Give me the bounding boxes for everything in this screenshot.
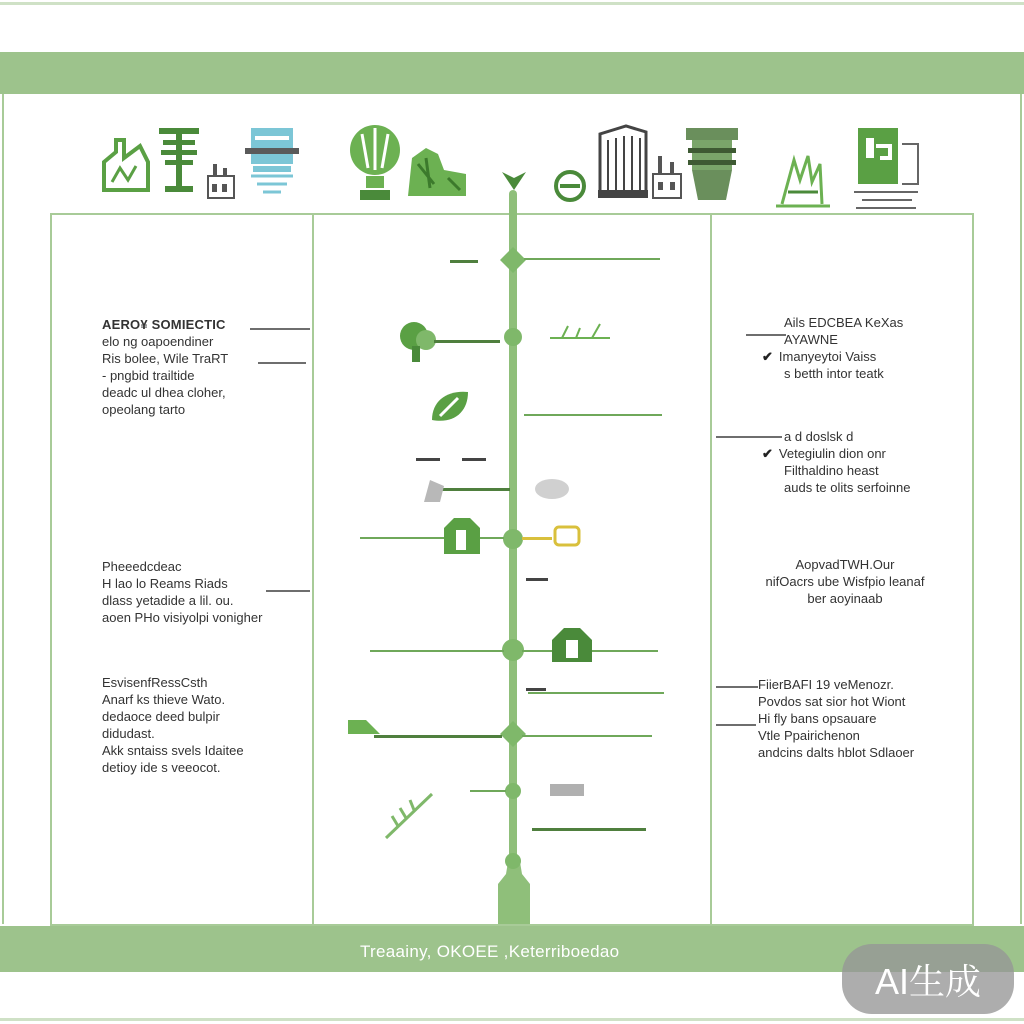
tree-icon xyxy=(346,122,404,204)
branch-line xyxy=(528,692,664,694)
broccoli-icon xyxy=(394,318,444,368)
timeline-node xyxy=(499,720,527,748)
branch-line xyxy=(532,828,646,831)
branch-line xyxy=(522,537,552,540)
right-block-4-line: andcins dalts hblot Sdlaoer xyxy=(758,745,915,760)
timeline-node xyxy=(504,782,522,800)
left-block-1-line: elo ng oapoendiner xyxy=(102,334,214,349)
right-block-1 xyxy=(762,314,904,382)
leaf-icon xyxy=(428,386,472,426)
timeline-node xyxy=(502,326,524,348)
left-block-2-title: Pheeedcdeac xyxy=(102,559,182,574)
top-thin-line xyxy=(0,2,1024,5)
stone-icon xyxy=(420,476,448,506)
left-block-1-line: - pngbid trailtide xyxy=(102,368,195,383)
right-block-2-line: Filthaldino heast xyxy=(784,463,879,478)
right-block-1-line: AYAWNE xyxy=(784,332,838,347)
left-block-3-line: dedaoce deed bulpir xyxy=(102,709,220,724)
right-block-4 xyxy=(758,676,914,761)
timeline-node xyxy=(502,528,524,550)
sewing-machine-icon xyxy=(243,126,301,196)
pine-tree-icon xyxy=(155,122,203,196)
right-block-4-line: Vtle Ppairichenon xyxy=(758,728,860,743)
plant-pot-icon xyxy=(440,514,486,556)
small-factory-icon xyxy=(650,152,684,200)
left-block-3-line: Akk sntaiss svels Idaitee xyxy=(102,743,244,758)
branch-line xyxy=(524,258,660,260)
right-block-2 xyxy=(762,428,911,496)
branch-line xyxy=(522,735,652,737)
branch-dash xyxy=(450,260,478,263)
tool-icon xyxy=(346,716,386,744)
left-block-3-title: EsvisenfRessCsth xyxy=(102,675,208,690)
branch-line xyxy=(370,650,504,652)
branch-dash xyxy=(462,458,486,461)
right-block-2-text: Vetegiulin dion onr xyxy=(778,446,886,461)
top-banner xyxy=(0,52,1024,94)
left-block-2-line: dlass yetadide a lil. ou. xyxy=(102,593,234,608)
grain-icon xyxy=(548,780,586,800)
column-divider-right xyxy=(710,213,712,926)
arrow-down-icon xyxy=(500,170,528,192)
timeline-node xyxy=(499,246,527,274)
small-factory-icon xyxy=(205,160,237,200)
branch-line xyxy=(374,735,502,738)
bottom-thin-line xyxy=(0,1018,1024,1021)
right-block-1-leader xyxy=(746,334,786,336)
left-block-1-line: Ris bolee, Wile TraRT xyxy=(102,351,229,366)
left-block-1-leader xyxy=(250,328,310,330)
right-block-3-title: AopvadTWH.Our xyxy=(795,557,895,572)
timeline-spine xyxy=(509,190,517,910)
left-block-3-line: didudast. xyxy=(102,726,155,741)
branch-line xyxy=(470,790,506,792)
branch-dash xyxy=(526,578,548,581)
left-block-1-leader xyxy=(258,362,306,364)
branch-line xyxy=(434,340,500,343)
footer-caption: Treaainy, OKOEE ,Keterriboedao xyxy=(360,942,620,961)
right-block-4-title: FiierBAFI 19 veMenozr. xyxy=(758,677,894,692)
left-block-3-line: Anarf ks thieve Wato. xyxy=(102,692,226,707)
wheat-icon xyxy=(382,786,438,842)
press-machine-icon xyxy=(684,126,740,204)
left-block-1-line: opeolang tarto xyxy=(102,402,186,417)
right-block-3-line: ber aoyinaab xyxy=(807,591,883,606)
right-block-4-leader xyxy=(716,686,758,688)
left-block-1 xyxy=(102,316,228,418)
left-block-3-line: detioy ide s veeocot. xyxy=(102,760,221,775)
timeline-node xyxy=(504,852,522,870)
right-block-3-line: nifOacrs ube Wisfpio leanaf xyxy=(765,574,925,589)
sprout-icon xyxy=(548,318,612,348)
left-block-3 xyxy=(102,674,244,776)
check-icon: ✔ xyxy=(762,446,773,461)
right-block-4-line: Povdos sat sior hot Wiont xyxy=(758,694,906,709)
factory-icon xyxy=(100,132,152,194)
left-block-2-line: aoen PHo visiyolpi vonigher xyxy=(102,610,263,625)
pot-plant-icon xyxy=(404,144,470,200)
left-block-2-line: H lao lo Reams Riads xyxy=(102,576,228,591)
computer-icon xyxy=(852,126,922,212)
right-block-4-line: Hi fly bans opsauare xyxy=(758,711,877,726)
column-divider-left xyxy=(312,213,314,926)
right-block-4-leader xyxy=(716,724,756,726)
right-block-3 xyxy=(720,556,970,607)
left-block-1-title: AERO¥ SOMIECTIC xyxy=(102,317,226,332)
right-block-1-text: Imanyeytoi Vaiss xyxy=(778,349,877,364)
basket-icon xyxy=(552,524,582,548)
right-block-2-line: auds te olits serfoinne xyxy=(784,480,911,495)
right-block-1-title: Ails EDCBEA KeXas xyxy=(784,315,904,330)
branch-dash xyxy=(416,458,440,461)
coin-icon xyxy=(550,168,590,204)
branch-line xyxy=(524,414,662,416)
crop-icon xyxy=(772,150,834,210)
right-block-1-line: s betth intor teatk xyxy=(784,366,884,381)
outer-left-border xyxy=(2,94,4,924)
branch-dash xyxy=(526,688,546,691)
ai-generated-badge: AI生成 xyxy=(842,944,1014,1014)
right-block-2-title: a d doslsk d xyxy=(784,429,854,444)
seed-icon xyxy=(532,476,572,502)
check-icon: ✔ xyxy=(762,349,773,364)
herb-icon xyxy=(546,622,598,666)
outer-right-border xyxy=(1020,94,1022,924)
right-block-2-leader xyxy=(716,436,782,438)
left-block-1-line: deadc ul dhea cloher, xyxy=(102,385,226,400)
right-block-2-line xyxy=(762,445,910,462)
left-block-2-leader xyxy=(266,590,310,592)
building-icon xyxy=(596,124,650,200)
left-block-2 xyxy=(102,558,262,626)
right-block-1-line xyxy=(762,348,903,365)
